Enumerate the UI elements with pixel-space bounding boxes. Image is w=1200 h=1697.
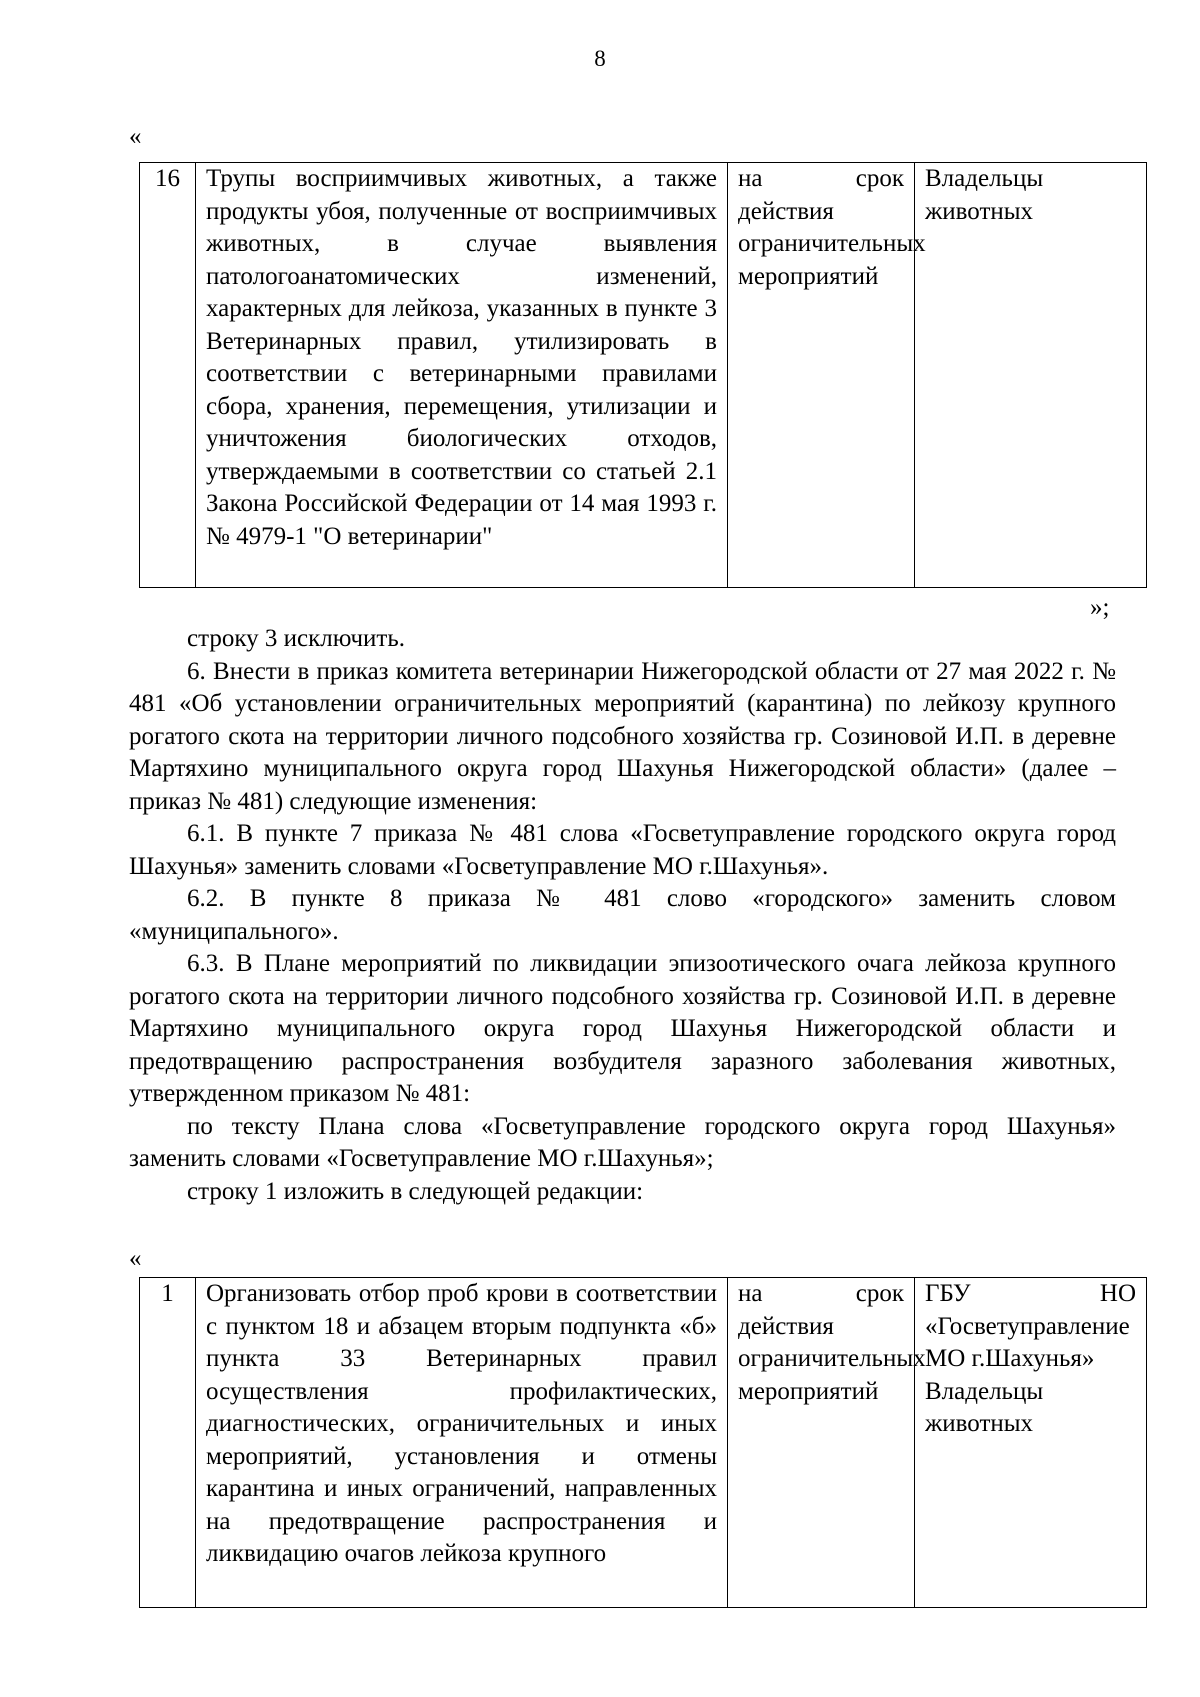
paragraph-item-6-1: 6.1. В пункте 7 приказа № 481 слова «Госветуправление городского округа город Шахунья» заменить словами «Госветуправление МО г.Шахунья». (129, 820, 1116, 880)
table-row-1 (139, 1277, 1147, 1608)
responsible-org-word2: НО (1099, 1280, 1136, 1307)
paragraph-exclude-row3: строку 3 исключить. (187, 625, 405, 652)
table-row-16 (139, 162, 1147, 588)
term-text: на срок действия ограничительных мероприятий (728, 1278, 915, 1608)
measure-text: Трупы восприимчивых животных, а также продукты убоя, полученные от восприимчивых животных, в случае выявления патологоанатомических изменений, характерных для лейкоза, указанных в пункте 3 Ветеринарных правил, утилизировать в соответствии с ветеринарными правилами сбора, хранения, перемещения, утилизации и уничтожения биологических отходов, утверждаемыми в соответствии со статьей 2.1 Закона Российской Федерации от 14 мая 1993 г. № 4979-1 "О ветеринарии" (196, 163, 728, 588)
measure-text: Организовать отбор проб крови в соответствии с пунктом 18 и абзацем вторым подпункта «б» пункта 33 Ветеринарных правил осуществления профилактических, диагностических, ограничительных и иных мероприятий, установления и отмены карантина и иных ограничений, направленных на предотвращение распространения и ликвидацию очагов лейкоза крупного (196, 1278, 728, 1608)
table-row (140, 163, 1147, 588)
responsible-owners: Владельцы животных (925, 1377, 1044, 1437)
responsible-org-name: «Госветуправление МО г.Шахунья» (925, 1312, 1130, 1372)
paragraph-item-6-2: 6.2. В пункте 8 приказа № 481 слово «городского» заменить словом «муниципального». (129, 885, 1116, 945)
row-number: 1 (140, 1278, 196, 1608)
close-quote: »; (1090, 594, 1110, 621)
paragraph-item-6-3: 6.3. В Плане мероприятий по ликвидации эпизоотического очага лейкоза крупного рогатого скота на территории личного подсобного хозяйства гр. Созиновой И.П. в деревне Мартяхино муниципального округа город Шахунья Нижегородской области и предотвращению распространения возбудителя заразного заболевания животных, утвержденном приказом № 481: (129, 950, 1116, 1107)
responsible-cell (915, 1278, 1147, 1608)
table-row (140, 1278, 1147, 1608)
paragraph-item-6: 6. Внести в приказ комитета ветеринарии Нижегородской области от 27 мая 2022 г. № 481 «Об установлении ограничительных мероприятий (карантина) по лейкозу крупного рогатого скота на территории личного подсобного хозяйства гр. Созиновой И.П. в деревне Мартяхино муниципального округа город Шахунья Нижегородской области» (далее – приказ № 481) следующие изменения: (129, 657, 1116, 815)
open-quote-2: « (129, 1245, 142, 1272)
open-quote-1: « (129, 123, 142, 150)
responsible-org-word1: ГБУ (925, 1280, 971, 1307)
responsible-text: Владельцы животных (915, 163, 1147, 588)
term-text: на срок действия ограничительных мероприятий (728, 163, 915, 588)
body-text (129, 623, 1116, 1208)
paragraph-row1-edit: строку 1 изложить в следующей редакции: (187, 1177, 644, 1205)
paragraph-plan-text: по тексту Плана слова «Госветуправление городского округа город Шахунья» заменить словами «Госветуправление МО г.Шахунья»; (129, 1112, 1116, 1172)
page-number: 8 (594, 46, 606, 71)
responsible-org-line (925, 1278, 1136, 1311)
row-number: 16 (140, 163, 196, 588)
